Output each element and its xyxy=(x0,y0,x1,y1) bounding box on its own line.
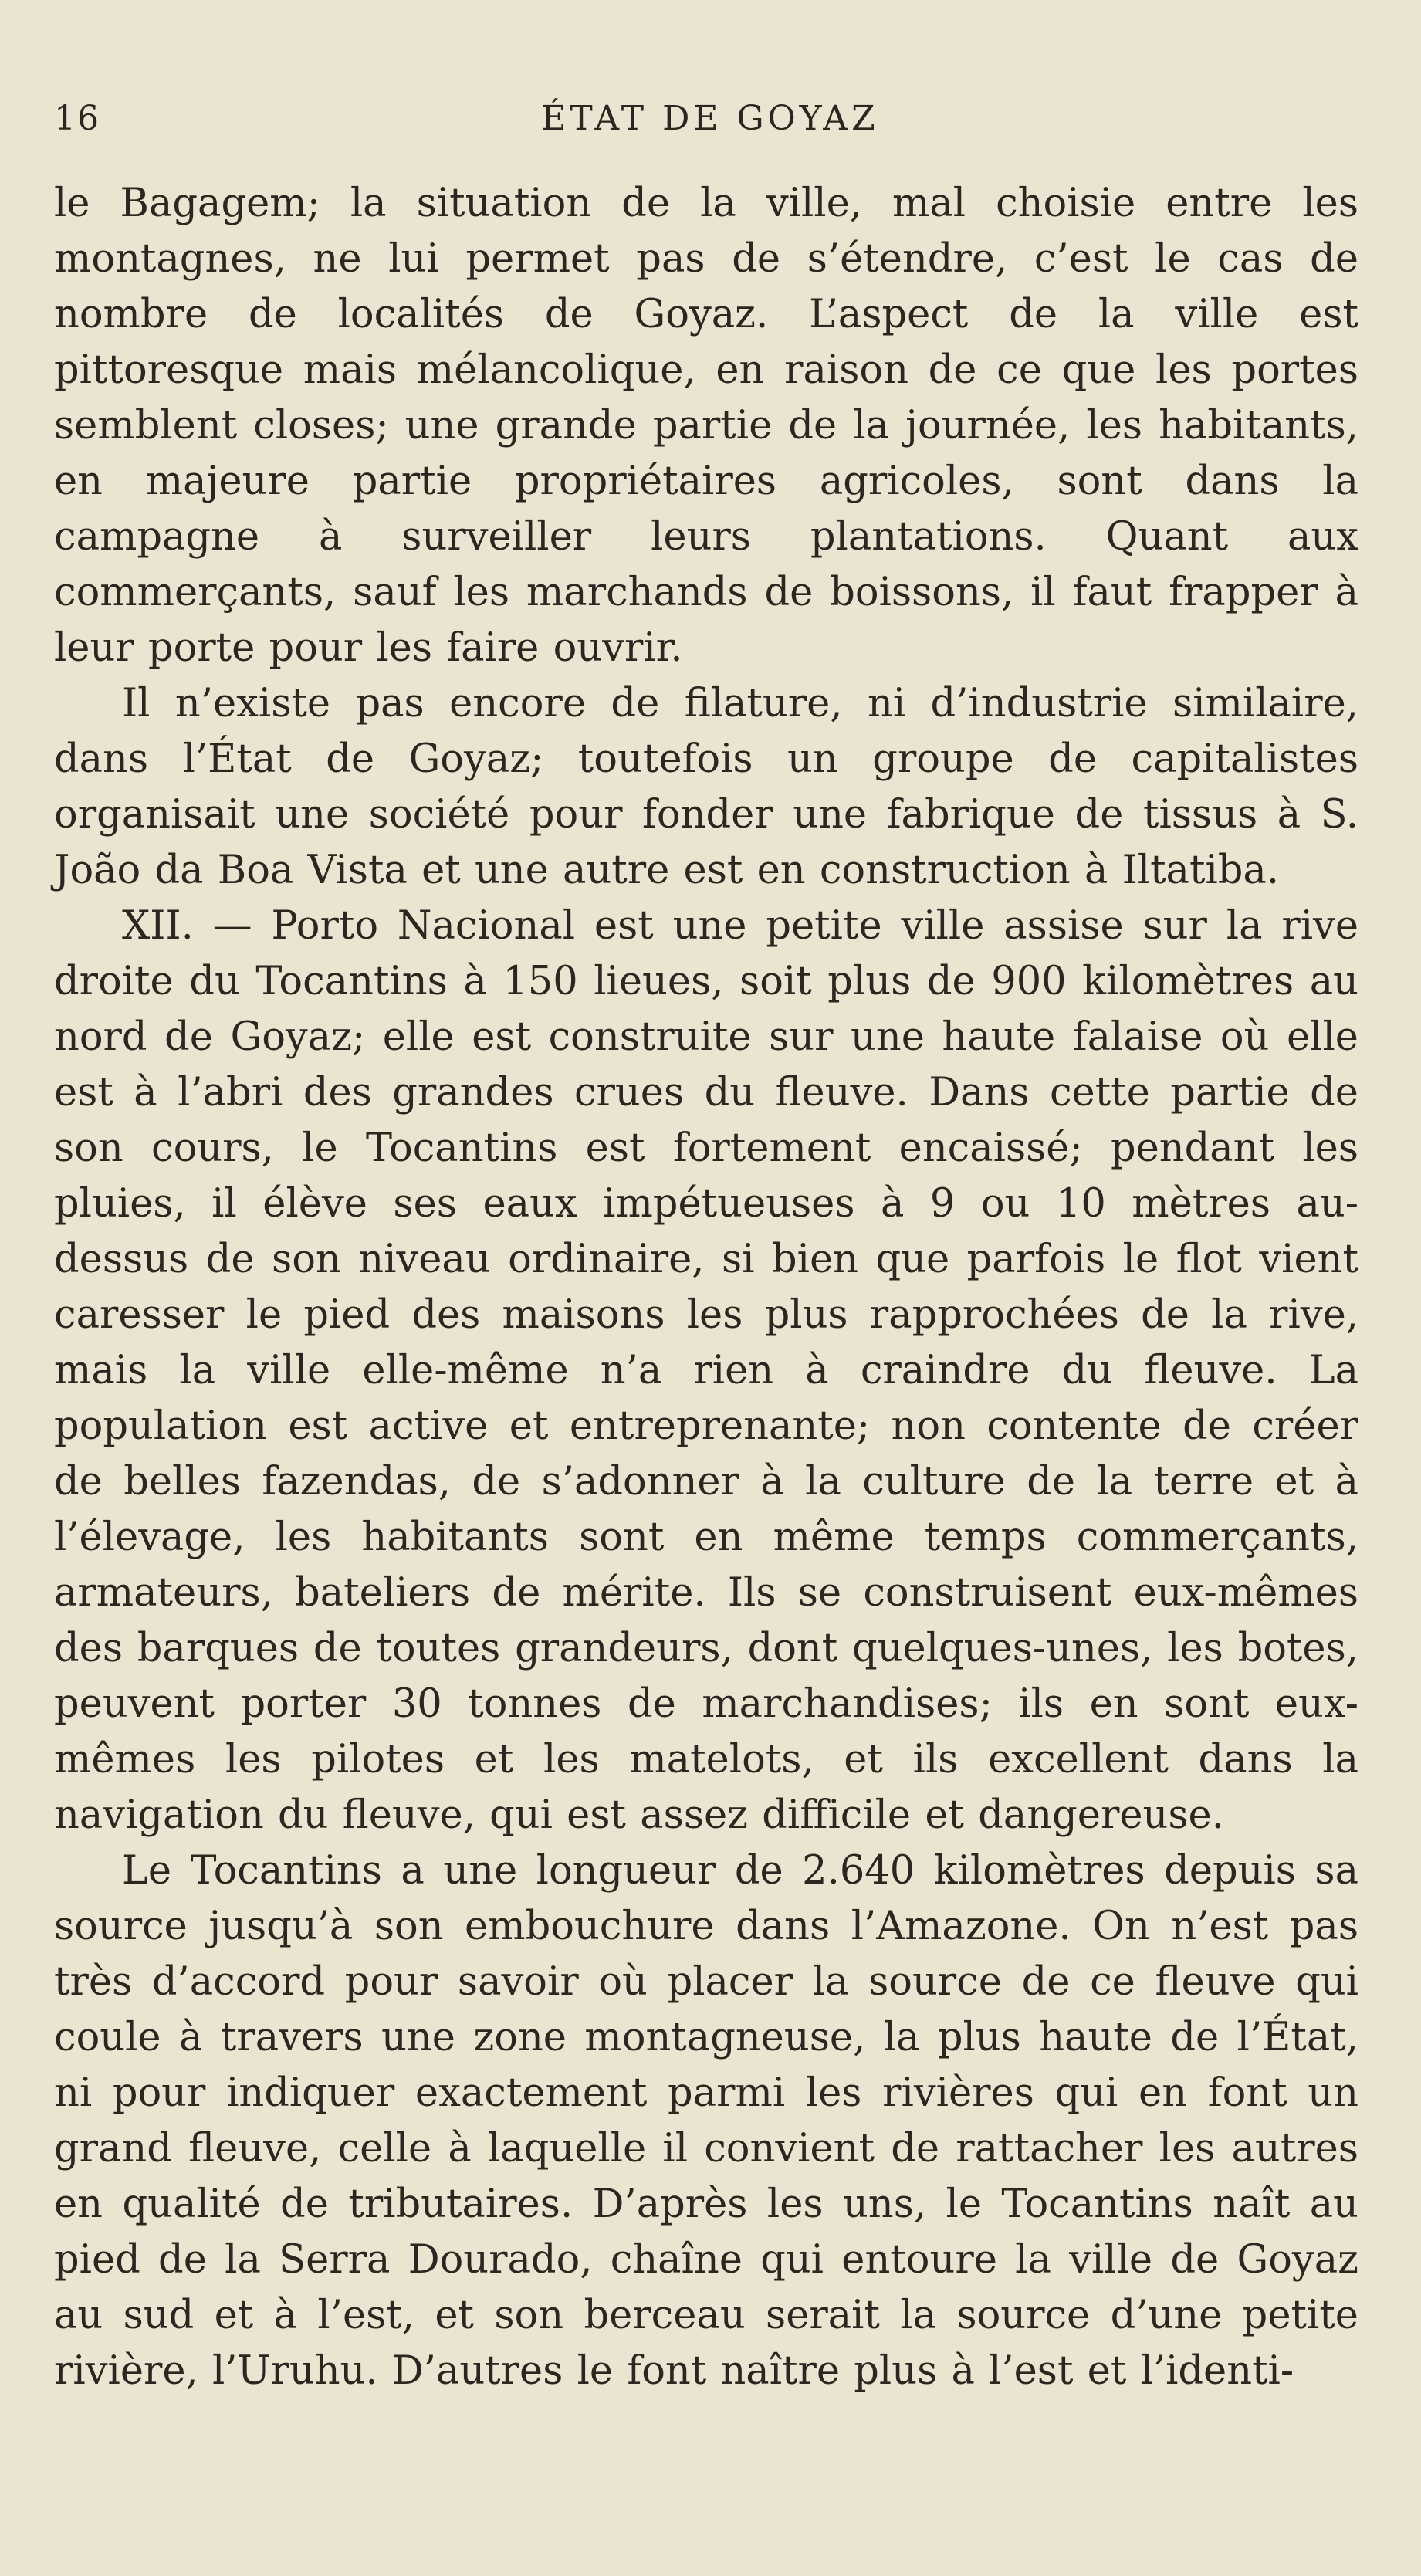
paragraph: Le Tocantins a une longueur de 2.640 kilomètres depuis sa source jusqu’à son embouchure dans l’Amazone. On n’est pas très d’accord pour savoir où placer la source de ce fleuve qui coule à travers une zone montagneuse, la plus haute de l’État, ni pour indiquer exactement parmi les rivières qui en font un grand fleuve, celle à laquelle il convient de rattacher les autres en qualité de tributaires. D’après les uns, le Tocantins naît au pied de la Serra Dourado, chaîne qui entoure la ville de Goyaz au sud et à l’est, et son berceau serait la source d’une petite rivière, l’Uruhu. D’autres le font naître plus à l’est et l’identi- xyxy=(54,1848,1358,2394)
page-number: 16 xyxy=(54,99,100,138)
body-text xyxy=(54,176,1358,2399)
page-header xyxy=(54,99,1366,145)
paragraph: le Bagagem; la situation de la ville, mal choisie entre les montagnes, ne lui permet pas de s’étendre, c’est le cas de nombre de localités de Goyaz. L’aspect de la ville est pittoresque mais mélancolique, en raison de ce que les portes semblent closes; une grande partie de la journée, les habitants, en majeure partie propriétaires agricoles, sont dans la campagne à surveiller leurs plantations. Quant aux commerçants, sauf les marchands de boissons, il faut frapper à leur porte pour les faire ouvrir. xyxy=(54,181,1358,671)
running-title: ÉTAT DE GOYAZ xyxy=(541,99,879,138)
paragraph: XII. — Porto Nacional est une petite ville assise sur la rive droite du Tocantins à 150 lieues, soit plus de 900 kilomètres au nord de Goyaz; elle est construite sur une haute falaise où elle est à l’abri des grandes crues du fleuve. Dans cette partie de son cours, le Tocantins est fortement encaissé; pendant les pluies, il élève ses eaux impétueuses à 9 ou 10 mètres au-dessus de son niveau ordinaire, si bien que parfois le flot vient caresser le pied des maisons les plus rapprochées de la rive, mais la ville elle-même n’a rien à craindre du fleuve. La population est active et entreprenante; non contente de créer de belles fazendas, de s’adonner à la culture de la terre et à l’élevage, les habitants sont en même temps commerçants, armateurs, bateliers de mérite. Ils se construisent eux-mêmes des barques de toutes grandeurs, dont quelques-unes, les botes, peuvent porter 30 tonnes de marchandises; ils en sont eux-mêmes les pilotes et les matelots, et ils excellent dans la navigation du fleuve, qui est assez difficile et dangereuse. xyxy=(54,903,1358,1838)
paragraph: Il n’existe pas encore de filature, ni d’industrie similaire, dans l’État de Goyaz; toutefois un groupe de capitalistes organisait une société pour fonder une fabrique de tissus à S. João da Boa Vista et une autre est en construction à Iltatiba. xyxy=(54,681,1358,893)
